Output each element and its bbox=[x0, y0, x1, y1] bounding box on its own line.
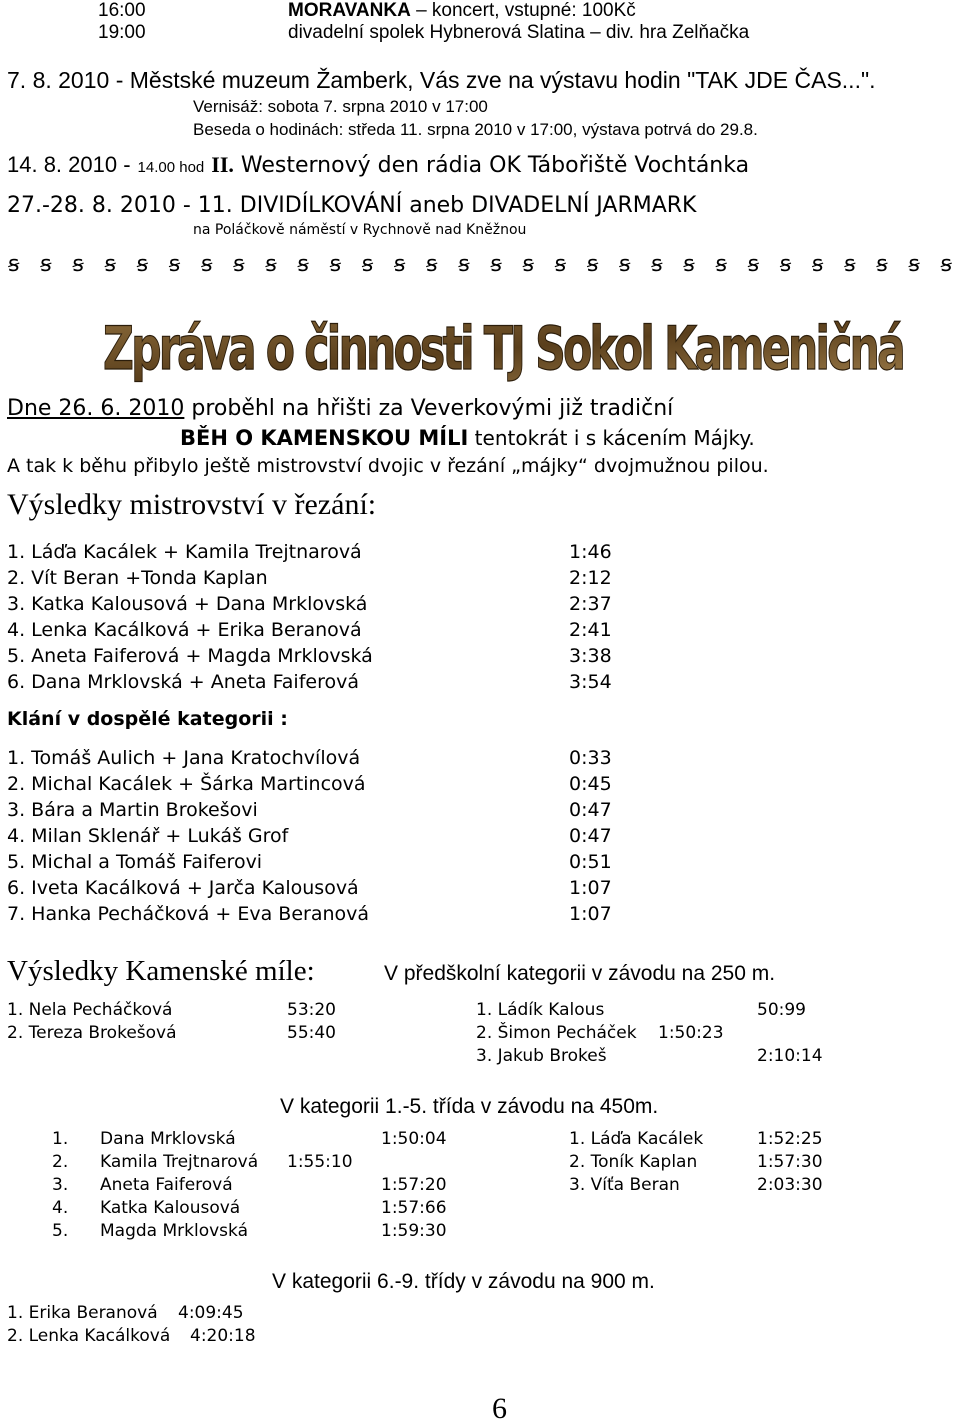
banner-title-image bbox=[98, 305, 908, 391]
cat2-girl-rank: 4. bbox=[52, 1198, 69, 1218]
cat2-girl-time: 1:59:30 bbox=[381, 1221, 447, 1241]
event-museum-vernisage: Vernisáž: sobota 7. srpna 2010 v 17:00 bbox=[193, 97, 488, 116]
adult-result-time: 0:51 bbox=[569, 851, 612, 873]
event-western-time: 14.00 hod bbox=[137, 159, 205, 176]
ornament-icon: ꞩ bbox=[8, 252, 20, 277]
cat2-boy-time: 1:57:30 bbox=[757, 1152, 823, 1172]
preschool-boy-name: 3. Jakub Brokeš bbox=[476, 1046, 607, 1066]
preschool-boy-name: 2. Šimon Pecháček bbox=[476, 1023, 637, 1043]
preschool-girl-time: 53:20 bbox=[287, 1000, 336, 1020]
saw-result-name: 4. Lenka Kacálková + Erika Beranová bbox=[7, 619, 362, 641]
adult-result-name: 3. Bára a Martin Brokešovi bbox=[7, 799, 258, 821]
cat2-boy-name: 1. Láďa Kacálek bbox=[569, 1129, 704, 1149]
adult-result-name: 2. Michal Kacálek + Šárka Martincová bbox=[7, 773, 366, 795]
cat2-girl-name: Katka Kalousová bbox=[100, 1198, 241, 1218]
ornament-icon: ꞩ bbox=[104, 252, 116, 277]
article-line-1 bbox=[7, 396, 673, 421]
saw-result-name: 2. Vít Beran +Tonda Kaplan bbox=[7, 567, 268, 589]
preschool-boy-time: 2:10:14 bbox=[757, 1046, 823, 1066]
cat2-girl-rank: 1. bbox=[52, 1129, 69, 1149]
program-item-1 bbox=[288, 0, 636, 22]
ornament-icon: ꞩ bbox=[811, 252, 824, 277]
adult-result-name: 1. Tomáš Aulich + Jana Kratochvílová bbox=[7, 747, 361, 769]
article-date: Dne 26. 6. 2010 bbox=[7, 396, 185, 421]
preschool-girl-name: 1. Nela Pecháčková bbox=[7, 1000, 173, 1020]
program-desc-2: divadelní spolek Hybnerová Slatina – div. hra Zelňačka bbox=[288, 22, 750, 43]
cat3-category-label: V kategorii 6.-9. třídy v závodu na 900 m. bbox=[272, 1270, 655, 1293]
preschool-boy-time: 1:50:23 bbox=[658, 1023, 724, 1043]
saw-result-time: 3:54 bbox=[569, 671, 612, 693]
adult-result-time: 0:47 bbox=[569, 825, 612, 847]
program-desc-1: – koncert, vstupné: 100Kč bbox=[410, 0, 636, 21]
ornament-icon: ꞩ bbox=[940, 252, 952, 277]
cat2-girl-rank: 3. bbox=[52, 1175, 69, 1195]
event-divadelni-place: na Poláčkově náměstí v Rychnově nad Kněžnou bbox=[193, 222, 527, 238]
ornament-icon: ꞩ bbox=[136, 252, 149, 277]
ornament-icon: ꞩ bbox=[329, 252, 342, 277]
adult-result-time: 0:33 bbox=[569, 747, 612, 769]
ornament-icon: ꞩ bbox=[458, 252, 470, 277]
cat2-category-label: V kategorii 1.-5. třída v závodu na 450m. bbox=[280, 1095, 659, 1118]
saw-result-time: 3:38 bbox=[569, 645, 612, 667]
cat2-girl-time: 1:50:04 bbox=[381, 1129, 447, 1149]
ornament-icon: ꞩ bbox=[168, 252, 181, 277]
adult-result-time: 0:47 bbox=[569, 799, 612, 821]
banner-svg bbox=[98, 305, 908, 391]
saw-result-name: 5. Aneta Faiferová + Magda Mrklovská bbox=[7, 645, 373, 667]
article-line-3: A tak k běhu přibylo ještě mistrovství dvojic v řezání „májky“ dvojmužnou pilou. bbox=[7, 455, 769, 477]
ornament-icon: ꞩ bbox=[265, 252, 277, 277]
saw-result-time: 2:37 bbox=[569, 593, 612, 615]
event-western bbox=[7, 152, 749, 178]
cat2-boy-name: 2. Toník Kaplan bbox=[569, 1152, 698, 1172]
ornament-icon: ꞩ bbox=[200, 252, 213, 277]
page-number: 6 bbox=[492, 1392, 507, 1425]
adult-result-time: 1:07 bbox=[569, 877, 612, 899]
cat3-girl-name: 2. Lenka Kacálková bbox=[7, 1326, 171, 1346]
adult-result-time: 0:45 bbox=[569, 773, 612, 795]
ornament-icon: ꞩ bbox=[747, 252, 760, 277]
ornament-icon: ꞩ bbox=[586, 252, 599, 277]
ornament-icon: ꞩ bbox=[683, 252, 695, 277]
cat2-girl-name: Aneta Faiferová bbox=[100, 1175, 233, 1195]
ornament-icon: ꞩ bbox=[779, 252, 792, 277]
ornament-icon: ꞩ bbox=[715, 252, 727, 277]
article-line1-rest: proběhl na hřišti za Veverkovými již tradiční bbox=[184, 396, 674, 421]
program-title-1: MORAVANKA bbox=[288, 0, 411, 21]
preschool-girl-time: 55:40 bbox=[287, 1023, 336, 1043]
ornament-icon: ꞩ bbox=[844, 252, 856, 277]
article-line2-rest: tentokrát i s kácením Májky. bbox=[468, 426, 755, 450]
preschool-boy-name: 1. Ládík Kalous bbox=[476, 1000, 605, 1020]
ornament-icon: ꞩ bbox=[490, 252, 502, 277]
preschool-boy-time: 50:99 bbox=[757, 1000, 806, 1020]
event-western-date: 14. 8. 2010 - bbox=[7, 152, 131, 177]
mile-results-heading: Výsledky Kamenské míle: bbox=[7, 955, 315, 987]
cat3-girl-name: 1. Erika Beranová bbox=[7, 1303, 158, 1323]
saw-result-time: 1:46 bbox=[569, 541, 612, 563]
ornament-icon: ꞩ bbox=[393, 252, 406, 277]
ornament-icon: ꞩ bbox=[426, 252, 438, 277]
saw-result-name: 6. Dana Mrklovská + Aneta Faiferová bbox=[7, 671, 359, 693]
cat2-girl-name: Dana Mrklovská bbox=[100, 1129, 236, 1149]
ornament-icon: ꞩ bbox=[297, 252, 309, 277]
cat2-girl-name: Magda Mrklovská bbox=[100, 1221, 248, 1241]
saw-results-heading: Výsledky mistrovství v řezání: bbox=[7, 488, 377, 521]
cat2-girl-time: 1:55:10 bbox=[287, 1152, 353, 1172]
ornament-icon: ꞩ bbox=[908, 252, 920, 277]
ornament-icon: ꞩ bbox=[40, 252, 52, 277]
article-line-2 bbox=[180, 426, 755, 450]
event-western-roman: II. bbox=[211, 152, 234, 177]
event-divadelni: 27.-28. 8. 2010 - 11. DIVIDÍLKOVÁNÍ aneb DIVADELNÍ JARMARK bbox=[7, 193, 697, 218]
preschool-category-label: V předškolní kategorii v závodu na 250 m. bbox=[384, 962, 776, 985]
adult-result-time: 1:07 bbox=[569, 903, 612, 925]
cat3-girl-time: 4:09:45 bbox=[178, 1303, 244, 1323]
cat2-girl-rank: 5. bbox=[52, 1221, 69, 1241]
cat2-girl-time: 1:57:20 bbox=[381, 1175, 447, 1195]
cat2-girl-time: 1:57:66 bbox=[381, 1198, 447, 1218]
cat2-boy-time: 1:52:25 bbox=[757, 1129, 823, 1149]
program-time-1: 16:00 bbox=[98, 0, 146, 21]
adult-result-name: 5. Michal a Tomáš Faiferovi bbox=[7, 851, 263, 873]
ornament-icon: ꞩ bbox=[361, 252, 374, 277]
saw-result-name: 3. Katka Kalousová + Dana Mrklovská bbox=[7, 593, 368, 615]
event-museum-title: 7. 8. 2010 - Městské muzeum Žamberk, Vás zve na výstavu hodin "TAK JDE ČAS...". bbox=[7, 67, 876, 93]
banner-text: Zpráva o činnosti TJ Sokol Kameničná bbox=[103, 314, 903, 384]
saw-result-name: 1. Láďa Kacálek + Kamila Trejtnarová bbox=[7, 541, 362, 563]
ornament-icon: ꞩ bbox=[651, 252, 663, 277]
event-western-text: Westernový den rádia OK Tábořiště Vochtánka bbox=[240, 153, 750, 178]
adult-result-name: 4. Milan Sklenář + Lukáš Grof bbox=[7, 825, 289, 847]
article-race-name: BĚH O KAMENSKOU MÍLI bbox=[180, 426, 469, 450]
adult-category-heading: Klání v dospělé kategorii : bbox=[7, 708, 288, 730]
ornament-icon: ꞩ bbox=[618, 252, 631, 277]
ornament-icon: ꞩ bbox=[233, 252, 245, 277]
ornament-icon: ꞩ bbox=[876, 252, 888, 277]
cat2-boy-time: 2:03:30 bbox=[757, 1175, 823, 1195]
cat2-girl-rank: 2. bbox=[52, 1152, 69, 1172]
preschool-girl-name: 2. Tereza Brokešová bbox=[7, 1023, 177, 1043]
ornament-icon: ꞩ bbox=[554, 252, 567, 277]
ornament-icon: ꞩ bbox=[522, 252, 534, 277]
adult-result-name: 7. Hanka Pecháčková + Eva Beranová bbox=[7, 903, 370, 925]
event-museum-beseda: Beseda o hodinách: středa 11. srpna 2010 v 17:00, výstava potrvá do 29.8. bbox=[193, 120, 758, 139]
ornament-icon: ꞩ bbox=[72, 252, 84, 277]
cat2-boy-name: 3. Víťa Beran bbox=[569, 1175, 680, 1195]
program-time-2: 19:00 bbox=[98, 22, 146, 43]
cat3-girl-time: 4:20:18 bbox=[190, 1326, 256, 1346]
cat2-girl-name: Kamila Trejtnarová bbox=[100, 1152, 259, 1172]
adult-result-name: 6. Iveta Kacálková + Jarča Kalousová bbox=[7, 877, 359, 899]
saw-result-time: 2:41 bbox=[569, 619, 612, 641]
ornament-divider bbox=[8, 252, 952, 278]
saw-result-time: 2:12 bbox=[569, 567, 612, 589]
